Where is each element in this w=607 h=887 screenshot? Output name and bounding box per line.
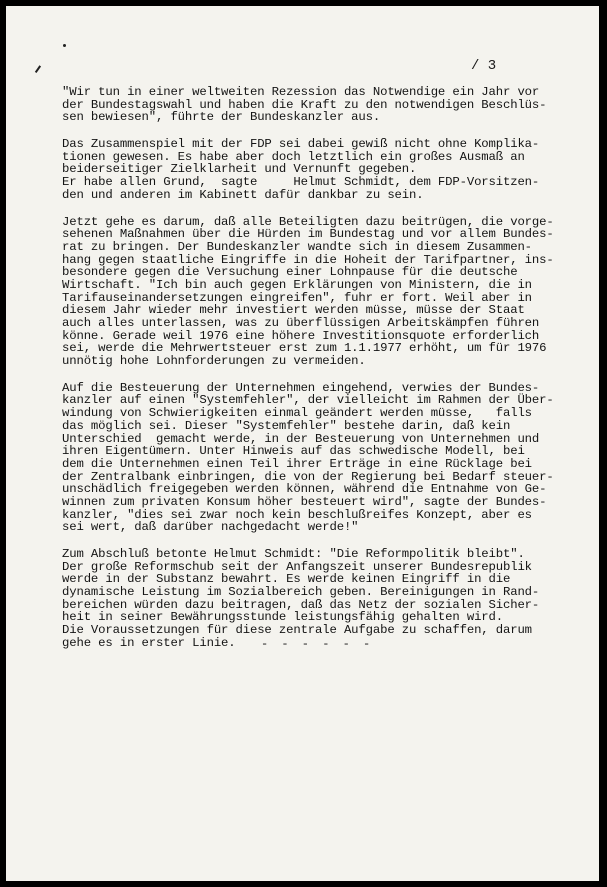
text-line: der Bundestagswahl und haben die Kraft zu den notwendigen Beschlüs- <box>62 97 547 112</box>
text-line: "Wir tun in einer weltweiten Rezession das Notwendige ein Jahr vor <box>62 85 540 99</box>
text-line: unnötig hohe Lohnforderungen zu vermeiden. <box>62 354 366 369</box>
end-mark: - - - - - - <box>261 637 374 651</box>
paragraph <box>62 548 582 650</box>
text-line: sei, werde die Mehrwertsteuer erst zum 1.1.1977 erhöht, um für 1976 <box>62 341 547 356</box>
text-line: könne. Gerade weil 1976 eine höhere Investitionsquote erforderlich <box>62 328 540 343</box>
stray-mark-dot <box>63 44 66 47</box>
text-line: das möglich sei. Dieser "Systemfehler" bestehe darin, daß kein <box>62 418 511 433</box>
text-line: den und anderen im Kabinett dafür dankbar zu sein. <box>62 187 424 202</box>
text-line: sehenen Maßnahmen über die Hürden im Bundestag und vor allem Bundes- <box>62 227 554 242</box>
text-line: Der große Reformschub seit der Anfangszeit unserer Bundesrepublik <box>62 559 532 574</box>
text-line: Wirtschaft. "Ich bin auch gegen Erklärungen von Ministern, die in <box>62 277 532 292</box>
text-line: Zum Abschluß betonte Helmut Schmidt: "Die Reformpolitik bleibt". <box>62 547 525 561</box>
text-line: dynamische Leistung im Sozialbereich geben. Bereinigungen in Rand- <box>62 585 540 600</box>
text-line: unschädlich freigegeben werden können, während die Entnahme von Ge- <box>62 482 547 497</box>
text-line: Die Voraussetzungen für diese zentrale Aufgabe zu schaffen, darum <box>62 623 532 638</box>
text-line: winnen zum privaten Konsum höher besteuert wird", sagte der Bundes- <box>62 494 547 509</box>
text-line: dem die Unternehmen einen Teil ihrer Erträge in eine Rücklage bei <box>62 456 532 471</box>
text-line: Er habe allen Grund, sagte Helmut Schmidt, dem FDP-Vorsitzen- <box>62 175 540 190</box>
document-body <box>62 86 582 664</box>
stray-mark-slash <box>35 65 41 72</box>
text-line: Auf die Besteuerung der Unternehmen eingehend, verwies der Bundes- <box>62 380 540 395</box>
text-line: ihren Eigentümern. Unter Hinweis auf das schwedische Modell, bei <box>62 444 525 459</box>
text-line: besondere gegen die Versuchung einer Lohnpause für die deutsche <box>62 265 518 280</box>
text-line: Das Zusammenspiel mit der FDP sei dabei gewiß nicht ohne Komplika- <box>62 137 540 152</box>
text-line: der Zentralbank einbringen, die von der Regierung bei Bedarf steuer- <box>62 469 554 484</box>
text-line: hang gegen staatliche Eingriffe in die Hoheit der Tarifpartner, ins- <box>62 252 554 267</box>
text-line: auch alles unterlassen, was zu überflüssigen Arbeitskämpfen führen <box>62 316 540 330</box>
paragraph <box>62 216 582 368</box>
text-line: Tarifauseinandersetzungen eingreifen", fuhr er fort. Weil aber in <box>62 290 532 305</box>
text-line: tionen gewesen. Es habe aber doch letztlich ein großes Ausmaß an <box>62 149 525 164</box>
document-page <box>6 6 599 881</box>
text-line: windung von Schwierigkeiten einmal geändert werden müsse, falls <box>62 406 532 421</box>
page-number: / 3 <box>471 58 497 74</box>
text-line: Jetzt gehe es darum, daß alle Beteiligten dazu beitrügen, die vorge- <box>62 214 554 229</box>
text-line: bereichen würden dazu beitragen, daß das Netz der sozialen Sicher- <box>62 597 540 612</box>
paragraph <box>62 86 582 124</box>
text-line: Unterschied gemacht werde, in der Besteuerung von Unternehmen und <box>62 431 540 446</box>
text-line: sen bewiesen", führte der Bundeskanzler aus. <box>62 110 381 125</box>
text-line: werde in der Substanz bewahrt. Es werde keinen Eingriff in die <box>62 572 511 587</box>
text-line: diesem Jahr wieder mehr investiert werden müsse, müsse der Staat <box>62 303 525 318</box>
text-line: sei wert, daß darüber nachgedacht werde!" <box>62 520 359 535</box>
text-line: gehe es in erster Linie. <box>62 635 236 650</box>
text-line: rat zu bringen. Der Bundeskanzler wandte sich in diesem Zusammen- <box>62 239 532 254</box>
text-line: kanzler auf einen "Systemfehler", der vielleicht im Rahmen der Über- <box>62 393 554 408</box>
paragraph <box>62 382 582 534</box>
text-line: kanzler, "dies sei zwar noch kein beschlußreifes Konzept, aber es <box>62 507 532 522</box>
text-line: beiderseitiger Zielklarheit und Vernunft gegeben. <box>62 162 417 177</box>
paragraph <box>62 138 582 201</box>
text-line: heit in seiner Bewährungsstunde leistungsfähig gehalten wird. <box>62 610 503 625</box>
